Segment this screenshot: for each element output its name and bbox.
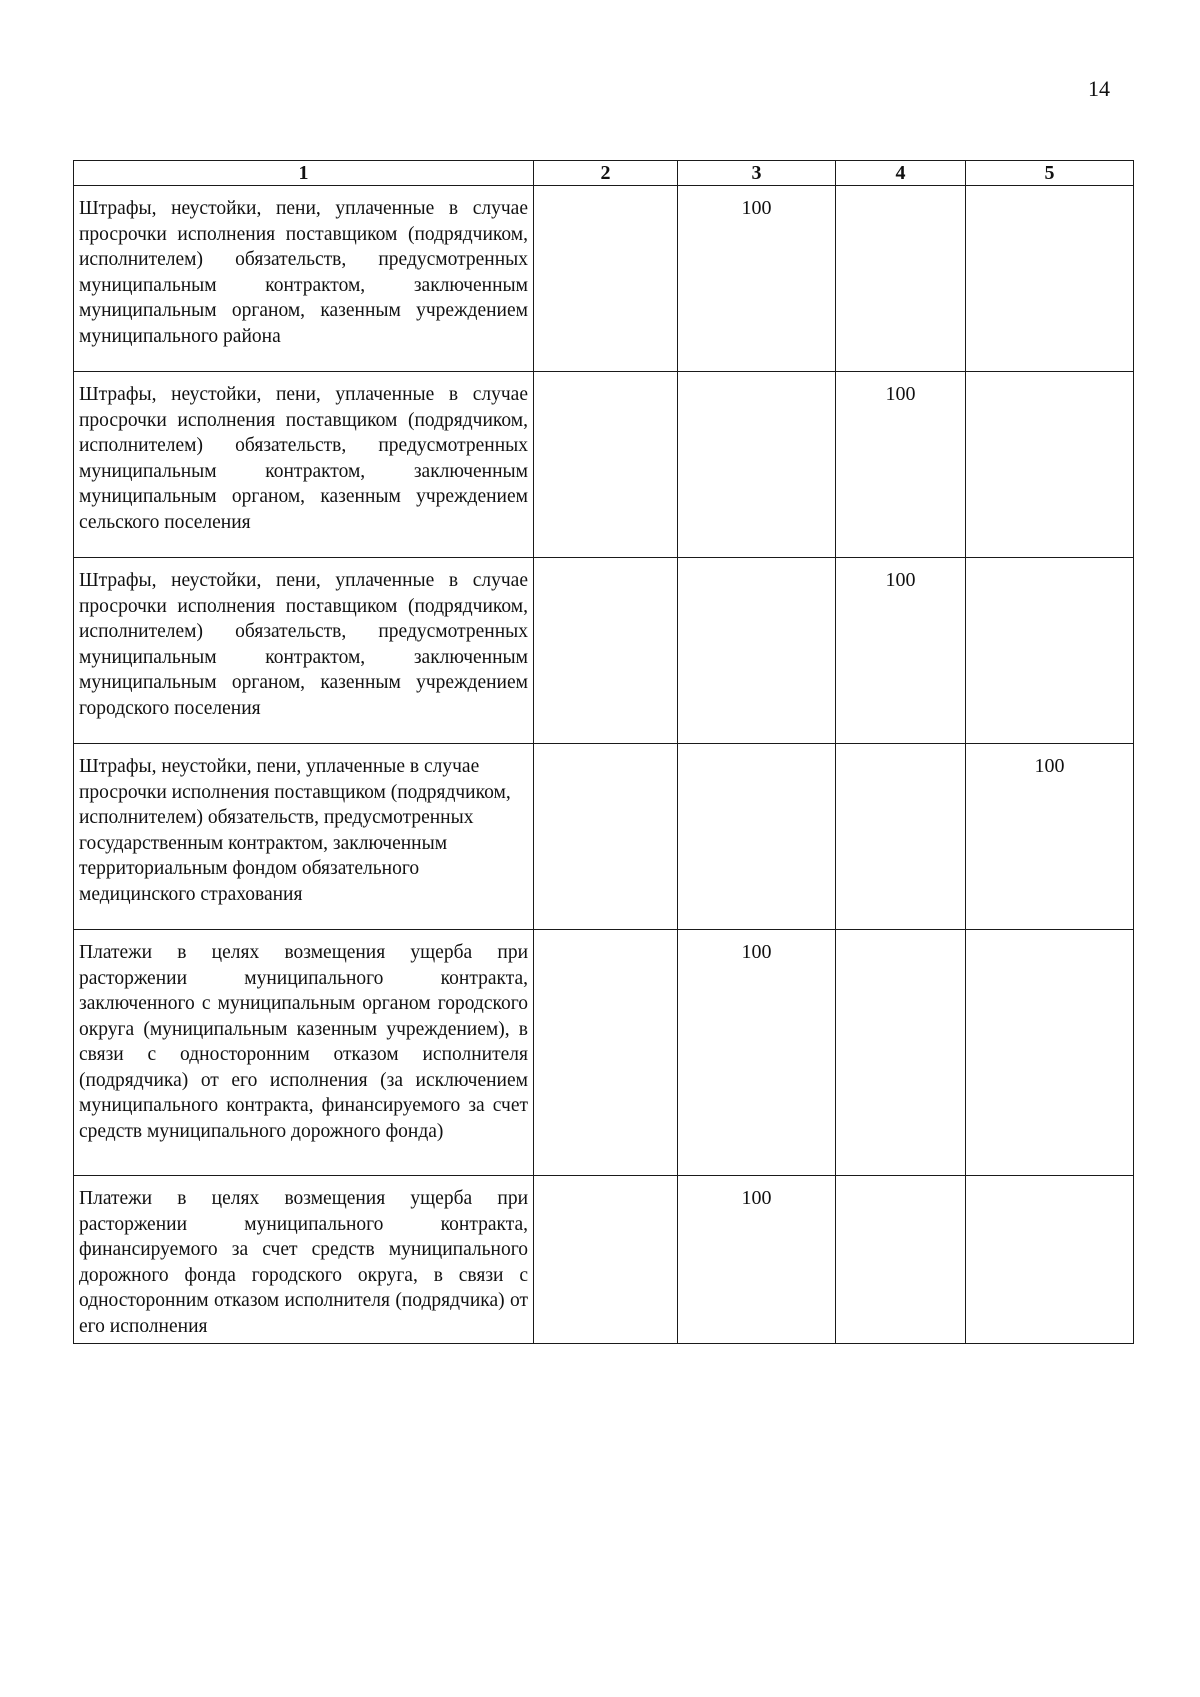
value-cell-col5 bbox=[966, 186, 1134, 372]
header-row bbox=[74, 161, 1134, 186]
row-description: Платежи в целях возмещения ущерба при расторжении муниципального контракта, заключенного с муниципальным органом городского округа (муниципальным казенным учреждением), в связи с односторонним отказом исполнителя (подрядчика) от его исполнения (за исключением муниципального контракта, финансируемого за счет средств муниципального дорожного фонда) bbox=[74, 930, 534, 1176]
value-cell-col2 bbox=[534, 744, 678, 930]
value-cell-col4 bbox=[836, 744, 966, 930]
value-cell-col5 bbox=[966, 930, 1134, 1176]
value-cell-col3 bbox=[678, 372, 836, 558]
value-cell-col3: 100 bbox=[678, 186, 836, 372]
row-description: Штрафы, неустойки, пени, уплаченные в случае просрочки исполнения поставщиком (подрядчиком, исполнителем) обязательств, предусмотренных государственным контрактом, заключенным территориальным фондом обязательного медицинского страхования bbox=[74, 744, 534, 930]
value-cell-col2 bbox=[534, 372, 678, 558]
value-cell-col4 bbox=[836, 930, 966, 1176]
column-header-1: 1 bbox=[74, 161, 534, 186]
value-cell-col5: 100 bbox=[966, 744, 1134, 930]
table-row bbox=[74, 186, 1134, 372]
value-cell-col2 bbox=[534, 1176, 678, 1344]
revenue-distribution-table bbox=[73, 160, 1134, 1344]
row-description: Штрафы, неустойки, пени, уплаченные в случае просрочки исполнения поставщиком (подрядчиком, исполнителем) обязательств, предусмотренных муниципальным контрактом, заключенным муниципальным органом, казенным учреждением муниципального района bbox=[74, 186, 534, 372]
value-cell-col2 bbox=[534, 930, 678, 1176]
value-cell-col4 bbox=[836, 1176, 966, 1344]
page-number: 14 bbox=[1088, 76, 1110, 101]
table-row bbox=[74, 930, 1134, 1176]
row-description: Штрафы, неустойки, пени, уплаченные в случае просрочки исполнения поставщиком (подрядчиком, исполнителем) обязательств, предусмотренных муниципальным контрактом, заключенным муниципальным органом, казенным учреждением сельского поселения bbox=[74, 372, 534, 558]
value-cell-col3: 100 bbox=[678, 930, 836, 1176]
value-cell-col2 bbox=[534, 558, 678, 744]
value-cell-col3 bbox=[678, 558, 836, 744]
row-description: Штрафы, неустойки, пени, уплаченные в случае просрочки исполнения поставщиком (подрядчиком, исполнителем) обязательств, предусмотренных муниципальным контрактом, заключенным муниципальным органом, казенным учреждением городского поселения bbox=[74, 558, 534, 744]
value-cell-col4: 100 bbox=[836, 372, 966, 558]
table-row bbox=[74, 1176, 1134, 1344]
table-row bbox=[74, 558, 1134, 744]
value-cell-col4 bbox=[836, 186, 966, 372]
column-header-3: 3 bbox=[678, 161, 836, 186]
column-header-4: 4 bbox=[836, 161, 966, 186]
value-cell-col2 bbox=[534, 186, 678, 372]
column-header-5: 5 bbox=[966, 161, 1134, 186]
column-header-2: 2 bbox=[534, 161, 678, 186]
value-cell-col3 bbox=[678, 744, 836, 930]
value-cell-col3: 100 bbox=[678, 1176, 836, 1344]
table-row bbox=[74, 744, 1134, 930]
table-row bbox=[74, 372, 1134, 558]
value-cell-col5 bbox=[966, 1176, 1134, 1344]
value-cell-col5 bbox=[966, 372, 1134, 558]
value-cell-col5 bbox=[966, 558, 1134, 744]
value-cell-col4: 100 bbox=[836, 558, 966, 744]
row-description: Платежи в целях возмещения ущерба при расторжении муниципального контракта, финансируемого за счет средств муниципального дорожного фонда городского округа, в связи с односторонним отказом исполнителя (подрядчика) от его исполнения bbox=[74, 1176, 534, 1344]
